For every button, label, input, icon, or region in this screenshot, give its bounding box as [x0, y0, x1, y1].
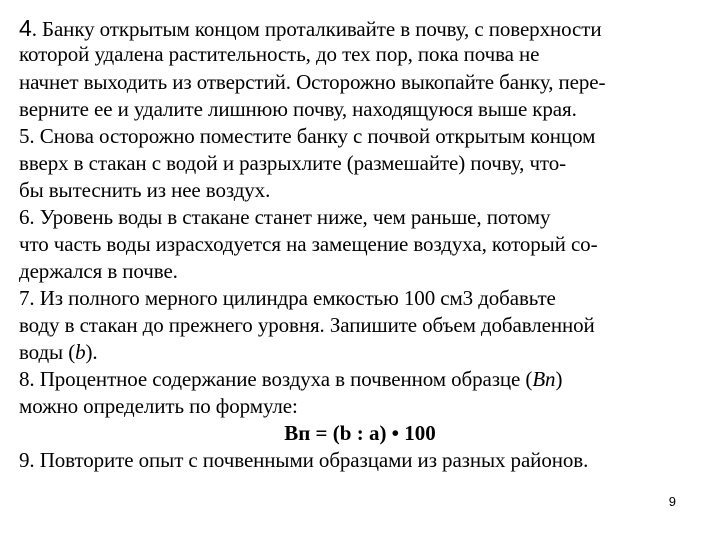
- variable-vp: Вп: [532, 367, 556, 391]
- paragraph-4-line-4: верните ее и удалите лишнюю почву, находящуюся выше края.: [19, 97, 577, 121]
- paragraph-4-line-3: начнет выходить из отверстий. Осторожно выкопайте банку, пере-: [19, 70, 606, 94]
- text-segment: воды (: [19, 340, 76, 364]
- variable-b: b: [75, 340, 86, 364]
- text-segment: ).: [85, 340, 98, 364]
- paragraph-6-line-2: что часть воды израсходуется на замещение воздуха, который со-: [19, 232, 598, 256]
- paragraph-5-line-3: бы вытеснить из нее воздух.: [19, 178, 271, 202]
- paragraph-7-line-1: 7. Из полного мерного цилиндра емкостью 100 см3 добавьте: [19, 286, 556, 310]
- paragraph-9-line-1: 9. Повторите опыт с почвенными образцами из разных районов.: [19, 448, 589, 472]
- paragraph-7-line-2: воду в стакан до прежнего уровня. Запишите объем добавленной: [19, 313, 595, 337]
- paragraph-7-line-3: [19, 340, 98, 364]
- paragraph-6-line-3: держался в почве.: [19, 259, 178, 283]
- paragraph-8-line-1: [19, 367, 562, 391]
- text-segment: ): [555, 367, 563, 391]
- paragraph-4-line-1: [19, 16, 601, 41]
- paragraph-5-line-1: 5. Снова осторожно поместите банку с почвой открытым концом: [19, 124, 596, 148]
- item-number-4: 4: [19, 15, 32, 41]
- paragraph-8-line-2: можно определить по формуле:: [19, 394, 298, 418]
- paragraph-4-line-2: которой удалена растительность, до тех пор, пока почва не: [19, 42, 540, 66]
- paragraph-5-line-2: вверх в стакан с водой и разрыхлите (размешайте) почву, что-: [19, 151, 567, 175]
- text-segment: 8. Процентное содержание воздуха в почвенном образце (: [19, 367, 533, 391]
- formula: Вп = (b : a) • 100: [284, 421, 436, 445]
- paragraph-6-line-1: 6. Уровень воды в стакане станет ниже, чем раньше, потому: [19, 205, 551, 229]
- paragraph-4-text: . Банку открытым концом проталкивайте в почву, с поверхности: [31, 17, 602, 41]
- page-number: 9: [668, 494, 676, 509]
